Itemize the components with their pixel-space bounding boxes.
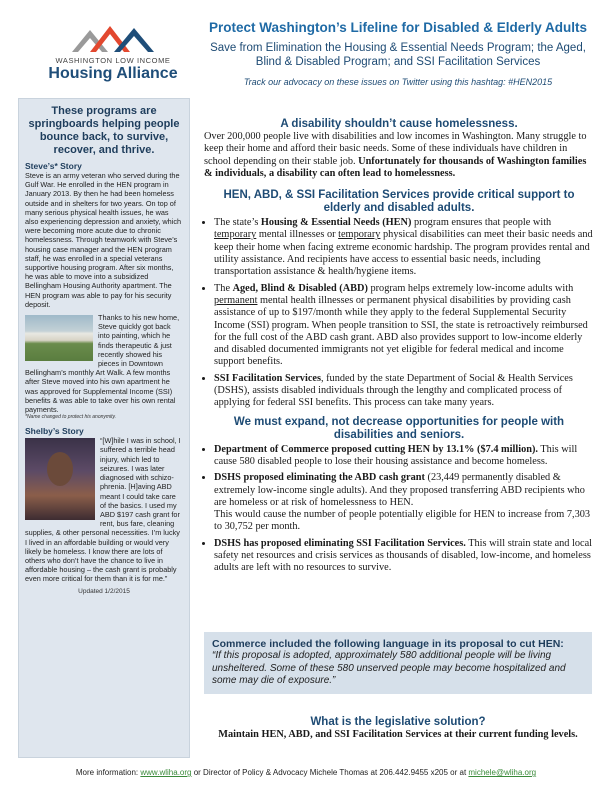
story1-title: Steve’s* Story — [25, 161, 82, 171]
updated-date: Updated 1/2/2015 — [78, 587, 130, 595]
page-subtitle: Save from Elimination the Housing & Essential Needs Program; the Aged, Blind & Disabled Program; and SSI Facilitation Services — [210, 42, 586, 68]
header — [198, 20, 598, 87]
sidebar — [18, 98, 190, 758]
story1-text-b: Thanks to his new home, Steve quickly got back into painting, which he finds therapeutic & just recently showed his pieces in Downtown Bellingham’s monthly Art Walk. A few months after Steve moved into his own apartment he was approved for Supplemental Income (SSI) benefits & was able to take over his own rental payments. — [25, 313, 180, 415]
list-item-ssi-cut: • DSHS has proposed eliminating SSI Facilitation Services. This will strain state and local safety net resources and crisis services as thousands of disabled, low-income, and homeless adults are left with no resources to survive. — [214, 538, 594, 575]
portrait-photo — [25, 438, 95, 520]
sidebar-intro: These programs are springboards helping people bounce back, to survive, recover, and thrive. — [28, 105, 180, 156]
house-roof-icon — [38, 22, 188, 56]
quote-heading: Commerce included the following language in its proposal to cut HEN: — [212, 638, 564, 650]
heading-programs: HEN, ABD, & SSI Facilitation Services provide critical support to elderly and disabled adults. — [223, 189, 575, 215]
heading-disability: A disability shouldn’t cause homelessness. — [280, 118, 518, 130]
solution — [204, 716, 592, 741]
logo-line1: WASHINGTON LOW INCOME — [55, 56, 171, 65]
logo-line2: Housing Alliance — [48, 65, 178, 82]
list-item-abd: • The Aged, Blind & Disabled (ABD) program helps extremely low-income adults with permanent mental health illnesses or permanent physical disabilities by providing cash assistance of up to $197/month while they apply to the federal Supplemental Security Income (SSI) program. When people transition to SSI, the state is retroactively reimbursed for the full cost of the ABD cash grant. ABD also provides support to low-income elderly and disabled documented immigrants not yet eligible for federal medical and income support benefits. — [214, 283, 594, 369]
story2-text: “[W]hile I was in school, I suffered a terrible head injury, which led to seizures. I was later diagnosed with schizo-phrenia. [H]aving ABD meant I could take care of the basics. I used my ABD $197 cash grant for rent, bus fare, cleaning supplies, & other personal necessities. I’m lucky I lived in an affordable building or would very likely be homeless. I know there are lots of others who don’t have the chance to live in affordable housing – the cash grant is probably even more critical for them than it is for me.” — [25, 436, 181, 584]
paragraph-disability: Over 200,000 people live with disabilities and low incomes in Washington. Many struggle to keep their home and afford their basic needs. Some of these individuals have children in school depending on their stable job. Unfortunately for thousands of Washington families & individuals, a disability can often lead to homelessness. — [204, 131, 587, 179]
list-item-commerce-cut: • Department of Commerce proposed cutting HEN by 13.1% ($7.4 million). This will cause 580 disabled people to lose their housing assistance and become homeless. — [214, 444, 594, 469]
heading-expand: We must expand, not decrease opportunities for people with disabilities and seniors. — [233, 415, 565, 441]
cuts-list — [204, 444, 594, 575]
story1-text-a: Steve is an army veteran who served during the Gulf War. He enrolled in the HEN program in January 2013. By then he had been homeless outside and in shelters for two years. On top of many serious physical health issues, he was also experiencing depression and anxiety, which were becoming more acute due to chronic homelessness. Through teamwork with Steve’s housing case manager and the HEN program staff, he was enrolled in a special veterans supportive housing program. After six months, he was able to move into a subsidized Bellingham Housing Authority apartment. The HEN program was able to pay for his security deposit. — [25, 171, 182, 309]
website-link[interactable]: www.wliha.org — [140, 768, 192, 777]
quote-text: “If this proposal is adopted, approximately 580 additional people will be living unsheltered. Some of these 580 unserved people may become hospitalized and some may die of exposure.” — [212, 650, 566, 686]
programs-list — [204, 217, 594, 409]
solution-text: Maintain HEN, ABD, and SSI Facilitation Services at their current funding levels. — [218, 729, 578, 740]
list-item-ssi: • SSI Facilitation Services, funded by the state Department of Social & Health Services (DSHS), assists disabled individuals through the lengthy and complicated process of applying for federal SSI benefits. This process can take many years. — [214, 373, 594, 410]
twitter-hashtag: Track our advocacy on these issues on Twitter using this hashtag: #HEN2015 — [243, 77, 553, 87]
commerce-quote-box — [204, 632, 592, 694]
house-photo — [25, 315, 93, 361]
main-content — [204, 118, 594, 579]
story1-note: *Name changed to protect his anonymity. — [25, 414, 117, 421]
list-item-abd-cut: • DSHS proposed eliminating the ABD cash grant (23,449 permanently disabled & extremely low-income single adults). And they proposed transferring ABD recipients who are homeless or at risk of homelessness to HEN. This would cause the number of people potentially eligible for HEN to increase from 7,303 to 30,752 per month. — [214, 472, 594, 533]
story2-title: Shelby’s Story — [25, 426, 84, 437]
page-title: Protect Washington’s Lifeline for Disabled & Elderly Adults — [208, 20, 588, 35]
list-item-hen: • The state’s Housing & Essential Needs (HEN) program ensures that people with temporary mental illnesses or temporary physical disabilities can meet their basic needs and keep their home when facing extreme economic hardship. The program provides rental and utility assistance. And recipients have access to essential basic needs, including transportation assistance & health/hygiene items. — [214, 217, 594, 278]
email-link[interactable]: michele@wliha.org — [468, 768, 537, 777]
logo — [38, 22, 188, 92]
solution-heading: What is the legislative solution? — [310, 716, 486, 728]
footer: More information: www.wliha.org or Director of Policy & Advocacy Michele Thomas at 206.442.9455 x205 or at michele@wliha.org — [75, 768, 537, 777]
